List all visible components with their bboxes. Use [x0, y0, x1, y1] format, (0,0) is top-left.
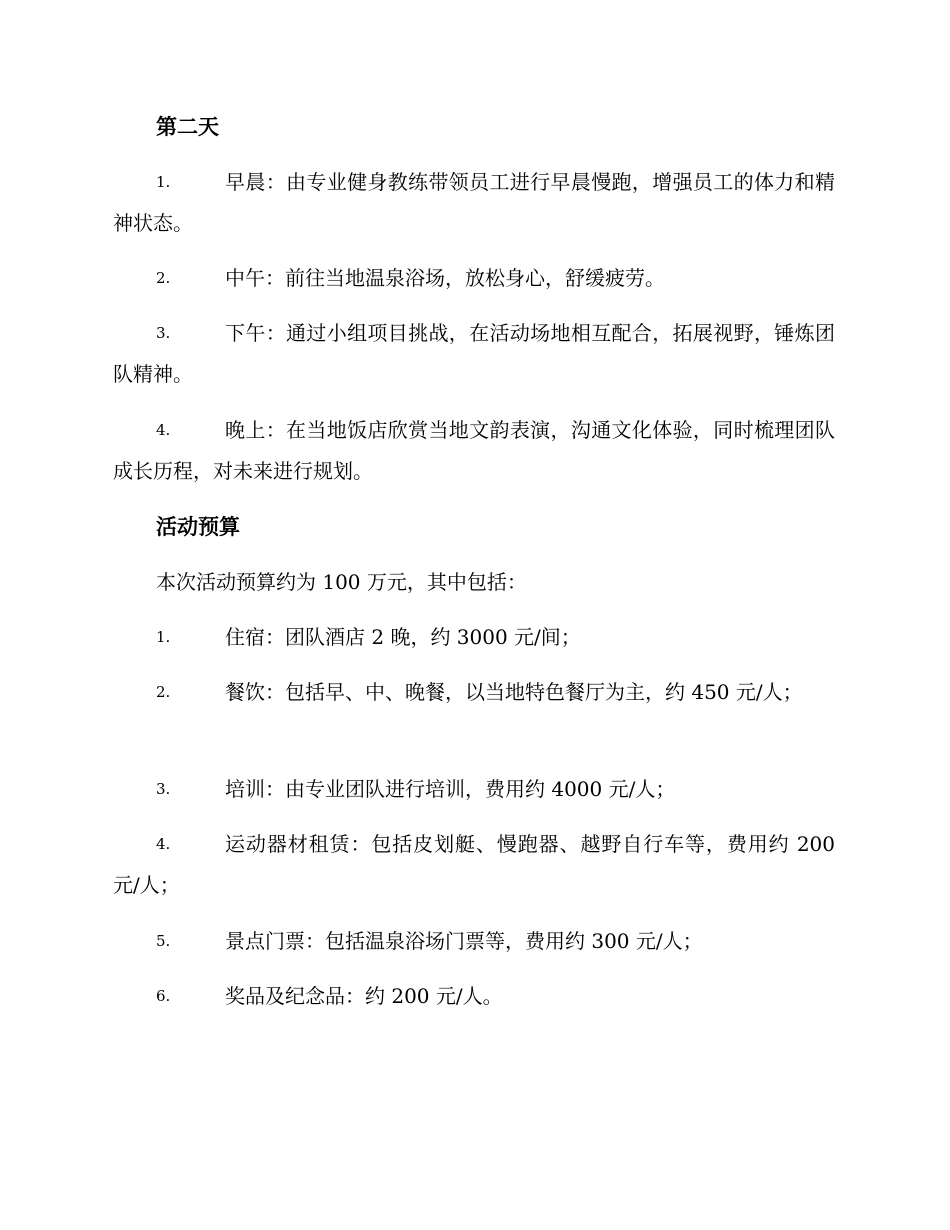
list-item-text: 早晨：由专业健身教练带领员工进行早晨慢跑，增强员工的体力和精神状态。 — [113, 170, 835, 235]
list-item-number: 6. — [156, 987, 171, 1005]
list-item — [113, 410, 835, 492]
list-item — [113, 313, 835, 395]
list-item-number: 2. — [156, 683, 171, 701]
list-item — [113, 921, 835, 962]
list-item-text: 运动器材租赁：包括皮划艇、慢跑器、越野自行车等，费用约 200 元/人； — [113, 832, 835, 897]
list-item-text: 下午：通过小组项目挑战，在活动场地相互配合，拓展视野，锤炼团队精神。 — [113, 321, 835, 386]
list-item — [113, 976, 835, 1017]
budget-intro: 本次活动预算约为 100 万元，其中包括： — [156, 570, 527, 594]
list-item-number: 4. — [156, 835, 171, 853]
list-item-text: 晚上：在当地饭店欣赏当地文韵表演，沟通文化体验，同时梳理团队成长历程，对未来进行规划。 — [113, 418, 835, 483]
list-item — [113, 769, 835, 810]
list-item-number: 4. — [156, 421, 171, 439]
list-item — [113, 672, 835, 713]
list-item-text: 景点门票：包括温泉浴场门票等，费用约 300 元/人； — [225, 929, 703, 953]
list-item-text: 培训：由专业团队进行培训，费用约 4000 元/人； — [225, 777, 676, 801]
list-item-number: 3. — [156, 780, 171, 798]
list-item — [113, 824, 835, 906]
list-item — [113, 617, 835, 658]
section-heading-budget: 活动预算 — [156, 514, 240, 539]
list-item-text: 奖品及纪念品：约 200 元/人。 — [225, 984, 503, 1008]
list-item — [113, 258, 835, 299]
list-item-text: 中午：前往当地温泉浴场，放松身心，舒缓疲劳。 — [225, 266, 665, 290]
list-item-number: 5. — [156, 932, 171, 950]
list-item-number: 2. — [156, 269, 171, 287]
list-item-number: 1. — [156, 628, 171, 646]
section-heading-day2: 第二天 — [156, 114, 219, 139]
list-item-number: 3. — [156, 324, 171, 342]
list-item — [113, 162, 835, 244]
list-item-text: 住宿：团队酒店 2 晚，约 3000 元/间； — [225, 625, 581, 649]
list-item-text: 餐饮：包括早、中、晚餐，以当地特色餐厅为主，约 450 元/人； — [225, 680, 803, 704]
list-item-number: 1. — [156, 173, 171, 191]
